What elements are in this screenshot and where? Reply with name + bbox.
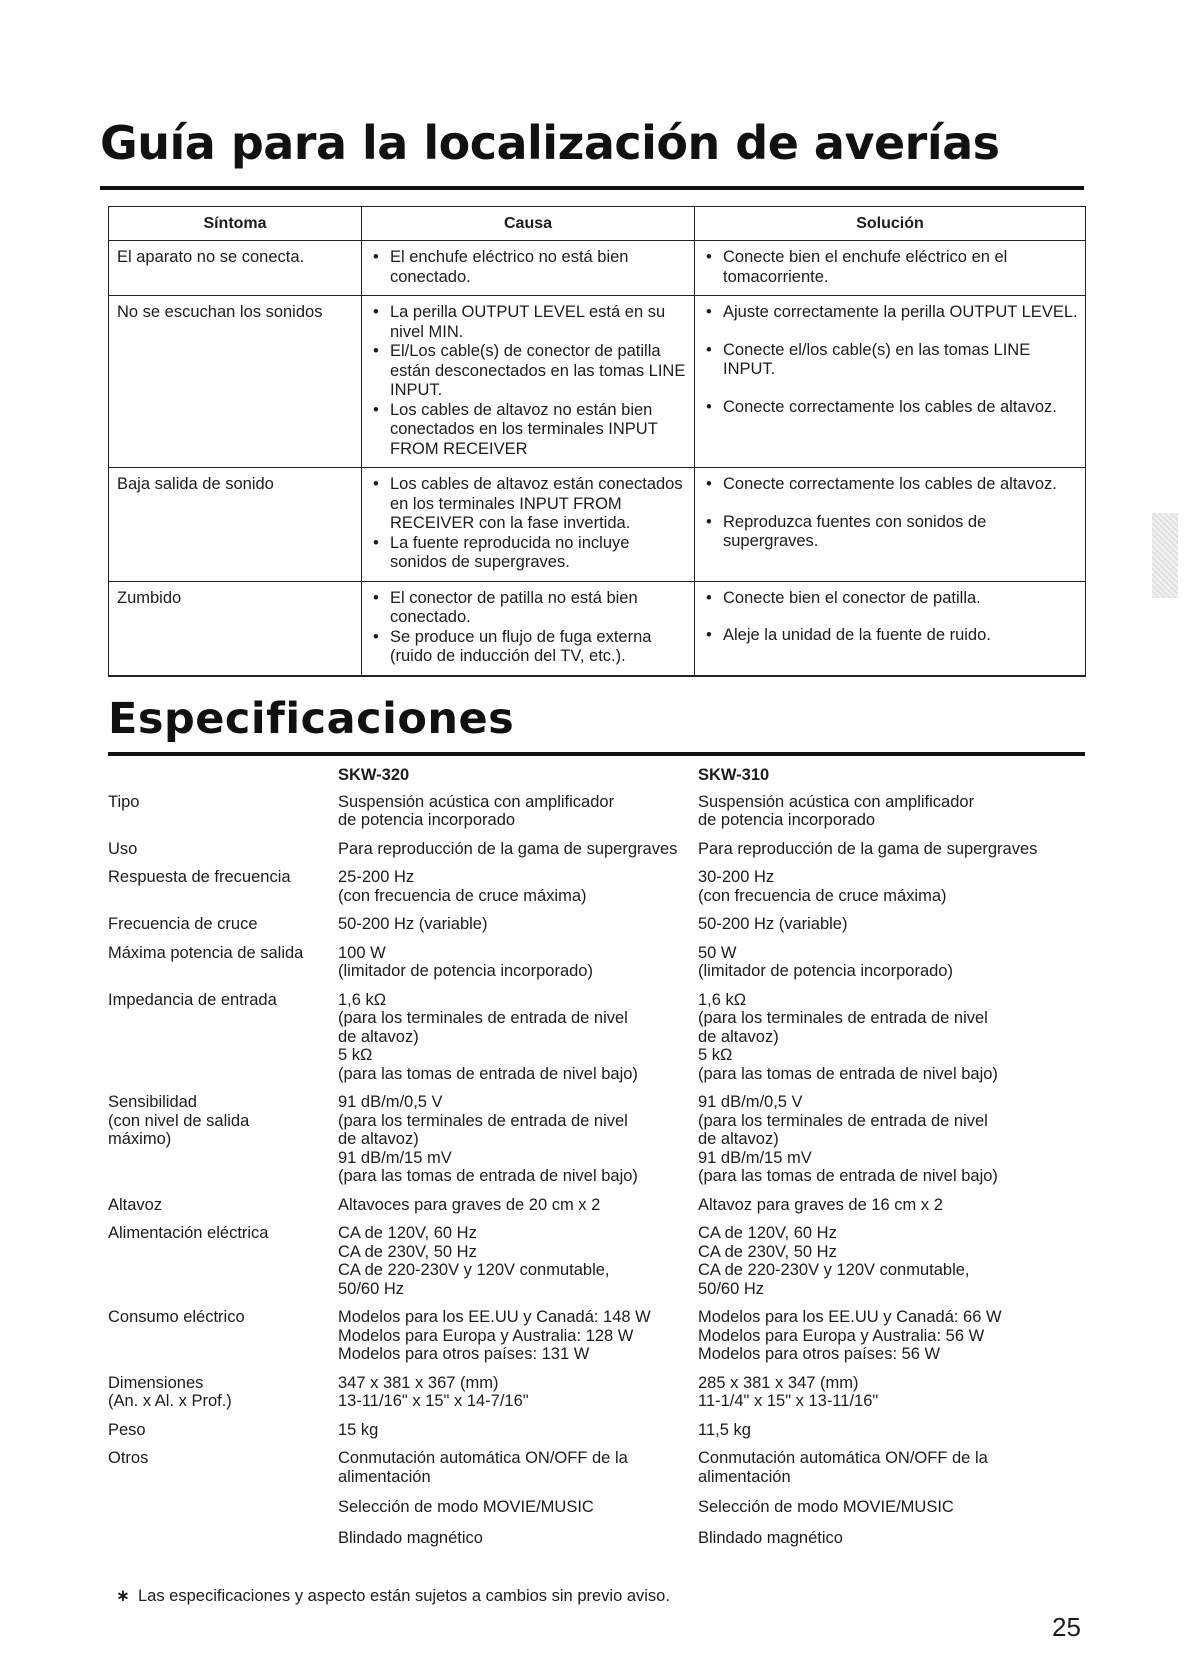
spec-value-line: Conmutación automática ON/OFF de la [698,1449,988,1467]
spec-label-line: Dimensiones [108,1373,204,1392]
spec-row [108,868,1085,915]
specifications-table [108,762,1085,1557]
spec-value-line: Modelos para otros países: 56 W [698,1345,941,1363]
spec-value-line: CA de 220-230V y 120V conmutable, [338,1261,610,1279]
spec-value-line: 11,5 kg [698,1420,751,1439]
spec-value-line: de altavoz) [698,1027,779,1046]
spec-value-line: alimentación [338,1467,431,1486]
spec-value-line: 5 kΩ [698,1046,733,1064]
solution-cell [695,296,1086,468]
solution-item: • Conecte correctamente los cables de altavoz. [703,398,1079,418]
troubleshooting-header-row [109,207,1086,241]
spec-row [108,1308,1085,1374]
spec-value-line: CA de 230V, 50 Hz [698,1242,837,1261]
spec-value-line: CA de 120V, 60 Hz [698,1224,837,1242]
spec-label-line: Sensibilidad [108,1093,197,1111]
spec-value-line: CA de 230V, 50 Hz [338,1242,477,1261]
spec-value-skw-310 [698,944,1085,991]
spec-label [108,1421,338,1450]
spec-label-header [108,762,338,793]
cause-item: • Los cables de altavoz están conectados en los terminales INPUT FROM RECEIVER con la fase invertida. [370,475,688,534]
solution-item: • Conecte bien el enchufe eléctrico en el tomacorriente. [703,248,1079,287]
spec-value-skw-310 [698,1196,1085,1225]
spec-value-line: Blindado magnético [698,1528,843,1547]
spec-value-line: Modelos para otros países: 131 W [338,1345,590,1363]
spec-value-skw-320 [338,915,698,944]
solution-list [703,303,1079,417]
symptom-cell: Zumbido [109,581,362,676]
spec-value-line: Suspensión acústica con amplificador [698,792,975,811]
solution-item: • Reproduzca fuentes con sonidos de supergraves. [703,513,1079,552]
spec-label-line: máximo) [108,1130,172,1148]
solution-list [703,248,1079,287]
spec-row [108,1224,1085,1308]
spec-value-skw-310 [698,1374,1085,1421]
spec-row [108,1374,1085,1421]
cause-item: • El enchufe eléctrico no está bien conectado. [370,248,688,287]
spec-value-line: 100 W [338,943,386,962]
spec-value-line: (con frecuencia de cruce máxima) [338,886,587,905]
model-header-skw-310: SKW-310 [698,766,770,784]
spec-row [108,944,1085,991]
spec-value-line: Selección de modo MOVIE/MUSIC [698,1498,954,1516]
troubleshooting-body [109,241,1086,676]
cause-list [370,475,688,573]
spec-label-line: (con nivel de salida [108,1111,250,1130]
spec-value-line: (para las tomas de entrada de nivel bajo) [338,1167,638,1185]
solution-list [703,589,1079,646]
spec-value-line: (para los terminales de entrada de nivel [698,1009,988,1027]
header-symptom: Síntoma [109,207,362,241]
spec-value-line: (para los terminales de entrada de nivel [338,1009,628,1027]
spec-value-skw-310 [698,868,1085,915]
spec-label-line: Uso [108,839,138,858]
spec-value-line: 13-11/16" x 15" x 14-7/16" [338,1392,529,1410]
spec-label [108,1374,338,1421]
spec-label [108,991,338,1094]
spec-value-line: 11-1/4" x 15" x 13-11/16" [698,1392,879,1410]
spec-value-skw-320 [338,1093,698,1196]
spec-value-line: 25-200 Hz [338,868,415,886]
spec-label [108,1196,338,1225]
spec-label-line: Tipo [108,792,140,811]
spec-value-line: 91 dB/m/15 mV [338,1148,452,1167]
troubleshooting-title-rule [100,186,1084,190]
footnote-text: Las especificaciones y aspecto están sujetos a cambios sin previo aviso. [138,1587,670,1605]
spec-value-line: 50-200 Hz (variable) [698,915,848,933]
spec-value-line: Para reproducción de la gama de supergraves [698,839,1038,858]
spec-row [108,840,1085,869]
spec-value-line: 347 x 381 x 367 (mm) [338,1373,499,1392]
spec-value-line: 5 kΩ [338,1046,373,1064]
cause-item: • La fuente reproducida no incluye sonidos de supergraves. [370,534,688,573]
spec-label [108,840,338,869]
spec-value-skw-310 [698,915,1085,944]
spec-row [108,1196,1085,1225]
spec-value-line: 50-200 Hz (variable) [338,915,488,933]
spec-value-line: de altavoz) [338,1027,419,1046]
spec-value-skw-320 [338,1421,698,1450]
spec-value-line: 50/60 Hz [698,1279,765,1298]
spec-value-line: (limitador de potencia incorporado) [698,962,953,980]
spec-value-line: 285 x 381 x 347 (mm) [698,1373,859,1392]
solution-item: • Aleje la unidad de la fuente de ruido. [703,626,1079,646]
spec-value-line: 91 dB/m/0,5 V [698,1093,803,1111]
spec-value-line: Modelos para Europa y Australia: 56 W [698,1326,985,1345]
spec-label [108,915,338,944]
spec-value-line: Selección de modo MOVIE/MUSIC [338,1498,594,1516]
cause-cell [362,468,695,582]
spec-value-skw-310 [698,991,1085,1094]
spec-row [108,915,1085,944]
troubleshooting-row [109,296,1086,468]
solution-item: • Conecte bien el conector de patilla. [703,589,1079,609]
spec-label-line: Frecuencia de cruce [108,915,258,933]
spec-value-line: de potencia incorporado [698,811,876,829]
spec-value-skw-320 [338,1374,698,1421]
spec-value-skw-320 [338,944,698,991]
footnote [116,1586,670,1606]
spec-value-skw-320 [338,1308,698,1374]
spec-row [108,1421,1085,1450]
spec-label [108,944,338,991]
spec-value-line: de altavoz) [338,1130,419,1148]
spec-value-line: 1,6 kΩ [698,990,747,1009]
solution-cell [695,581,1086,676]
spec-value-skw-320 [338,868,698,915]
spec-value-line: 50 W [698,943,737,962]
spec-value-skw-320 [338,1449,698,1557]
spec-value-skw-310 [698,840,1085,869]
specifications-title-rule [108,752,1085,756]
troubleshooting-row [109,468,1086,582]
spec-label [108,793,338,840]
symptom-cell: El aparato no se conecta. [109,241,362,296]
spec-row [108,991,1085,1094]
specifications-title: Especificaciones [108,694,515,744]
troubleshooting-row [109,581,1086,676]
spec-value-skw-310 [698,1093,1085,1196]
spec-value-line: (para las tomas de entrada de nivel bajo) [698,1064,998,1083]
page-number: 25 [1052,1612,1081,1642]
asterisk-icon: ∗ [116,1587,130,1605]
spec-label [108,1449,338,1557]
spec-value-line: Modelos para Europa y Australia: 128 W [338,1326,634,1345]
spec-label-line: Máxima potencia de salida [108,943,304,962]
spec-value-line: Altavoz para graves de 16 cm x 2 [698,1195,943,1214]
spec-value-skw-310 [698,1308,1085,1374]
spec-label [108,1308,338,1374]
spec-label-line: Peso [108,1420,146,1439]
cause-item: • Se produce un flujo de fuga externa (ruido de inducción del TV, etc.). [370,628,688,667]
spec-value-line: 91 dB/m/0,5 V [338,1093,443,1111]
spec-label-line: Otros [108,1449,149,1467]
cause-item: • Los cables de altavoz no están bien conectados en los terminales INPUT FROM RECEIVER [370,401,688,460]
header-solution: Solución [695,207,1086,241]
spec-value-line: Conmutación automática ON/OFF de la [338,1449,628,1467]
specifications-body [108,793,1085,1558]
spec-model-header-row [108,762,1085,793]
spec-value-line: CA de 220-230V y 120V conmutable, [698,1261,970,1279]
spec-value-skw-310 [698,1224,1085,1308]
page-edge-tab-marker [1152,513,1178,598]
cause-cell [362,296,695,468]
spec-value-line: alimentación [698,1467,791,1486]
spec-value-line: de altavoz) [698,1130,779,1148]
spec-value-line: de potencia incorporado [338,811,516,829]
cause-cell [362,241,695,296]
spec-label-line: (An. x Al. x Prof.) [108,1392,232,1410]
cause-cell [362,581,695,676]
cause-item: • El/Los cable(s) de conector de patilla están desconectados en las tomas LINE INPUT. [370,342,688,401]
spec-value-line: 30-200 Hz [698,868,775,886]
spec-value-skw-320 [338,840,698,869]
spec-value-skw-320 [338,1196,698,1225]
symptom-cell: Baja salida de sonido [109,468,362,582]
spec-value-line: 15 kg [338,1420,379,1439]
spec-row [108,1093,1085,1196]
spec-value-line: Modelos para los EE.UU y Canadá: 66 W [698,1308,1002,1326]
spec-value-line: (con frecuencia de cruce máxima) [698,886,947,905]
spec-value-line: Altavoces para graves de 20 cm x 2 [338,1195,601,1214]
spec-value-line: CA de 120V, 60 Hz [338,1224,477,1242]
header-cause: Causa [362,207,695,241]
spec-value-line: (para los terminales de entrada de nivel [338,1111,628,1130]
spec-value-line: Para reproducción de la gama de supergraves [338,839,678,858]
spec-value-line: 50/60 Hz [338,1279,405,1298]
solution-item: • Conecte el/los cable(s) en las tomas LINE INPUT. [703,341,1079,380]
solution-cell [695,241,1086,296]
spec-value-skw-320 [338,991,698,1094]
spec-value-line: (limitador de potencia incorporado) [338,962,593,980]
spec-label-line: Consumo eléctrico [108,1308,245,1326]
spec-label [108,1224,338,1308]
spec-label-line: Alimentación eléctrica [108,1224,269,1242]
cause-list [370,303,688,459]
spec-value-skw-310 [698,793,1085,840]
spec-value-line: Blindado magnético [338,1528,483,1547]
cause-item: • El conector de patilla no está bien conectado. [370,589,688,628]
spec-label [108,1093,338,1196]
spec-value-line: Modelos para los EE.UU y Canadá: 148 W [338,1308,651,1326]
troubleshooting-title: Guía para la localización de averías [100,116,1000,170]
spec-value-skw-310 [698,1449,1085,1557]
spec-label [108,868,338,915]
solution-item: • Ajuste correctamente la perilla OUTPUT LEVEL. [703,303,1079,323]
spec-value-line: Suspensión acústica con amplificador [338,792,615,811]
symptom-cell: No se escuchan los sonidos [109,296,362,468]
spec-value-line: (para los terminales de entrada de nivel [698,1111,988,1130]
spec-row [108,1449,1085,1557]
cause-list [370,589,688,667]
spec-value-skw-310 [698,1421,1085,1450]
spec-value-skw-320 [338,1224,698,1308]
model-header-skw-320: SKW-320 [338,766,410,784]
solution-list [703,475,1079,552]
spec-label-line: Respuesta de frecuencia [108,868,291,886]
spec-row [108,793,1085,840]
spec-value-line: 1,6 kΩ [338,990,387,1009]
spec-label-line: Altavoz [108,1195,163,1214]
troubleshooting-row [109,241,1086,296]
spec-value-line: (para las tomas de entrada de nivel bajo) [698,1167,998,1185]
spec-label-line: Impedancia de entrada [108,990,277,1009]
spec-value-line: 91 dB/m/15 mV [698,1148,812,1167]
spec-value-line: (para las tomas de entrada de nivel bajo) [338,1064,638,1083]
solution-cell [695,468,1086,582]
troubleshooting-table [108,206,1086,677]
cause-item: • La perilla OUTPUT LEVEL está en su nivel MIN. [370,303,688,342]
spec-value-skw-320 [338,793,698,840]
cause-list [370,248,688,287]
solution-item: • Conecte correctamente los cables de altavoz. [703,475,1079,495]
